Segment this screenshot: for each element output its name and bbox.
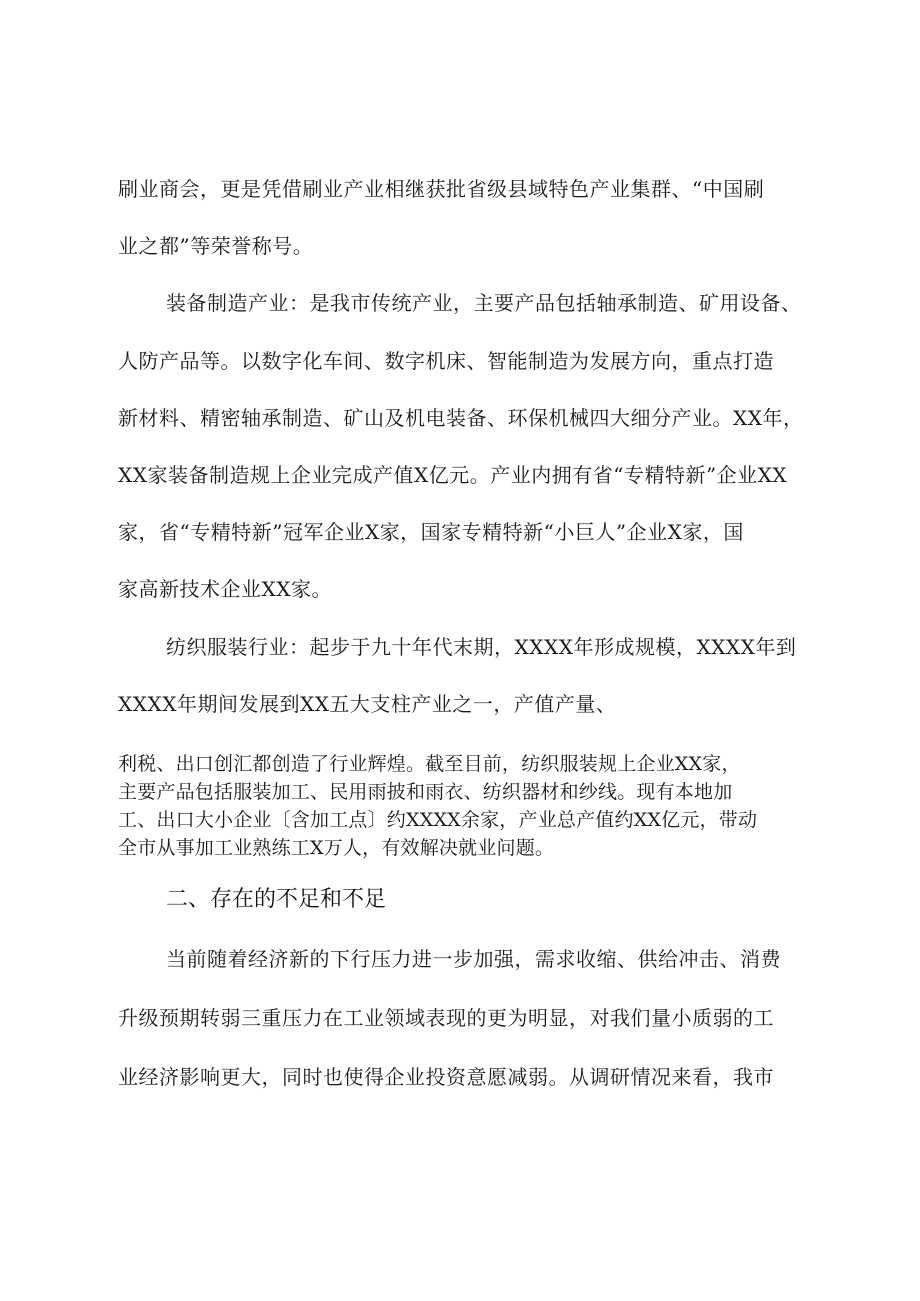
text-line: 人防产品等。以数字化车间、数字机床、智能制造为发展方向，重点打造 xyxy=(118,349,774,373)
text-line: 升级预期转弱三重压力在工业领域表现的更为明显，对我们量小质弱的工 xyxy=(118,1006,774,1030)
text-line: 业之都”等荣誉称号。 xyxy=(118,234,314,258)
text-line: 家，省“专精特新”冠军企业X家，国家专精特新“小巨人”企业X家，国 xyxy=(118,520,744,544)
section-heading: 二、存在的不足和不足 xyxy=(166,887,387,912)
text-line: 家高新技术企业XX家。 xyxy=(118,577,332,601)
text-line: 全市从事加工业熟练工X万人，有效解决就业问题。 xyxy=(118,837,555,859)
text-line: 刷业商会，更是凭借刷业产业相继获批省级县域特色产业集群、“中国刷 xyxy=(118,177,765,201)
text-line: XX家装备制造规上企业完成产值X亿元。产业内拥有省“专精特新”企业XX xyxy=(118,463,788,487)
text-line: 利税、出口创汇都创造了行业辉煌。截至目前，纺织服装规上企业XX家， xyxy=(118,753,741,775)
text-line: 业经济影响更大，同时也使得企业投资意愿减弱。从调研情况来看，我市 xyxy=(118,1065,774,1089)
paragraph-start: 装备制造产业：是我市传统产业，主要产品包括轴承制造、矿用设备、 xyxy=(166,291,802,315)
paragraph-start: 纺织服装行业：起步于九十年代末期，XXXX年形成规模，XXXX年到 xyxy=(166,635,797,659)
text-line: 主要产品包括服装加工、民用雨披和雨衣、纺织器材和纱线。现有本地加 xyxy=(118,781,733,803)
text-line: 新材料、精密轴承制造、矿山及机电装备、环保机械四大细分产业。XX年， xyxy=(118,406,804,430)
paragraph-start: 当前随着经济新的下行压力进一步加强，需求收缩、供给冲击、消费 xyxy=(166,947,781,971)
text-line: XXXX年期间发展到XX五大支柱产业之一，产值产量、 xyxy=(118,692,617,716)
text-line: 工、出口大小企业〔含加工点〕约XXXX余家，产业总产值约XX亿元，带动 xyxy=(118,809,758,831)
